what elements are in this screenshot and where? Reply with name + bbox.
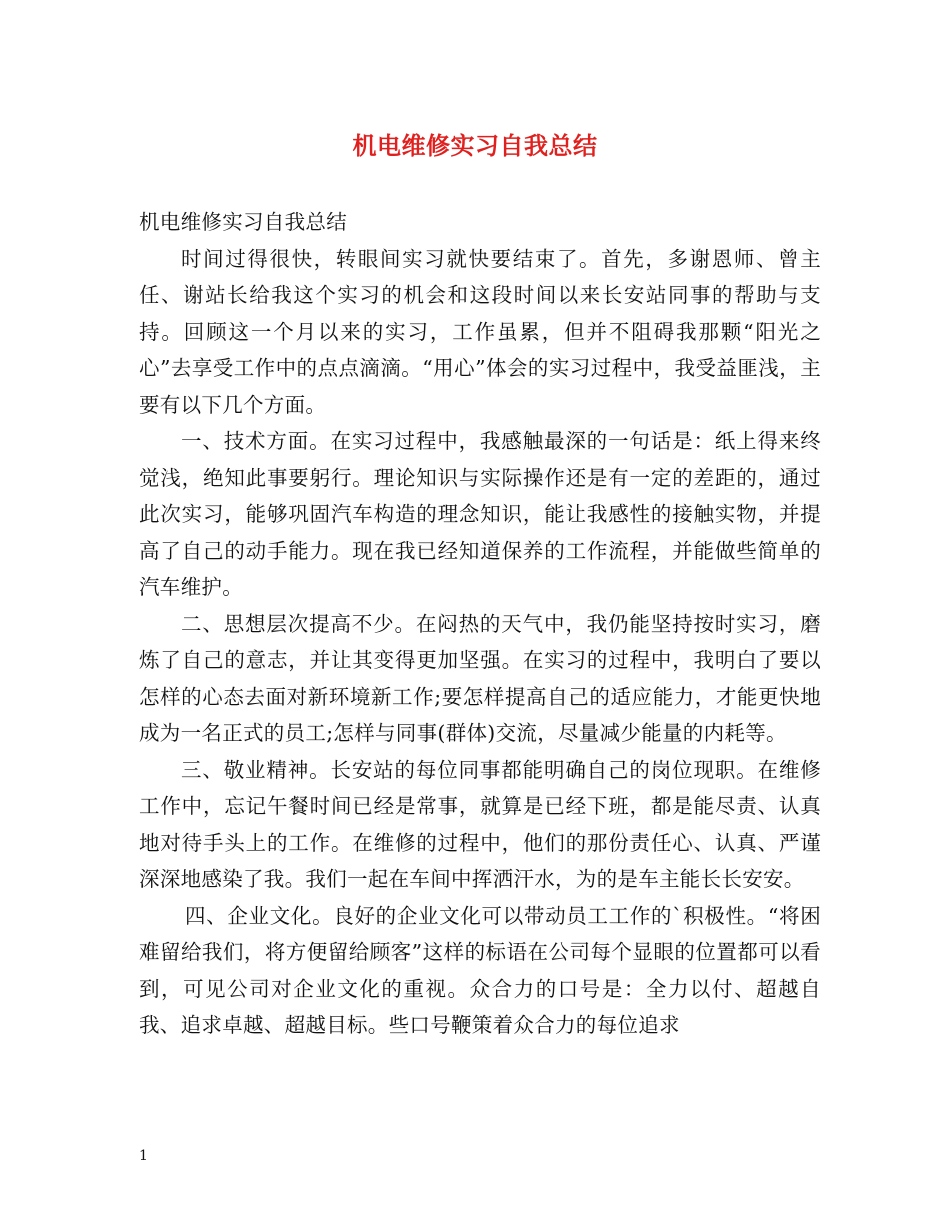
paragraph-dedication: 三、敬业精神。长安站的每位同事都能明确自己的岗位现职。在维修工作中，忘记午餐时间已经是常事，就算是已经下班，都是能尽责、认真地对待手头上的工作。在维修的过程中，他们的那份责任心、认真、严谨深深地感染了我。我们一起在车间中挥洒汗水，为的是车主能长长安安。 [139,757,821,891]
page-number: 1 [139,1148,148,1164]
paragraph-culture: 四、企业文化。良好的企业文化可以带动员工工作的`积极性。“将困难留给我们，将方便留给顾客”这样的标语在公司每个显眼的位置都可以看到，可见公司对企业文化的重视。众合力的口号是：全力以付、超越自我、追求卓越、超越目标。些口号鞭策着众合力的每位追求 [139,903,821,1037]
paragraph-intro: 时间过得很快，转眼间实习就快要结束了。首先，多谢恩师、曾主任、谢站长给我这个实习的机会和这段时间以来长安站同事的帮助与支持。回顾这一个月以来的实习，工作虽累，但并不阻碍我那颗“阳光之心”去享受工作中的点点滴滴。“用心”体会的实习过程中，我受益匪浅，主要有以下几个方面。 [139,246,821,417]
paragraph-technical: 一、技术方面。在实习过程中，我感触最深的一句话是：纸上得来终觉浅，绝知此事要躬行。理论知识与实际操作还是有一定的差距的，通过此次实习，能够巩固汽车构造的理念知识，能让我感性的接触实物，并提高了自己的动手能力。现在我已经知道保养的工作流程，并能做些简单的汽车维护。 [139,429,821,599]
paragraph-mindset: 二、思想层次提高不少。在闷热的天气中，我仍能坚持按时实习，磨炼了自己的意志，并让其变得更加坚强。在实习的过程中，我明白了要以怎样的心态去面对新环境新工作;要怎样提高自己的适应能力，才能更快地成为一名正式的员工;怎样与同事(群体)交流，尽量减少能量的内耗等。 [139,611,821,745]
document-body [139,204,821,1044]
document-subtitle: 机电维修实习自我总结 [139,210,347,234]
document-title: 机电维修实习自我总结 [352,132,598,160]
